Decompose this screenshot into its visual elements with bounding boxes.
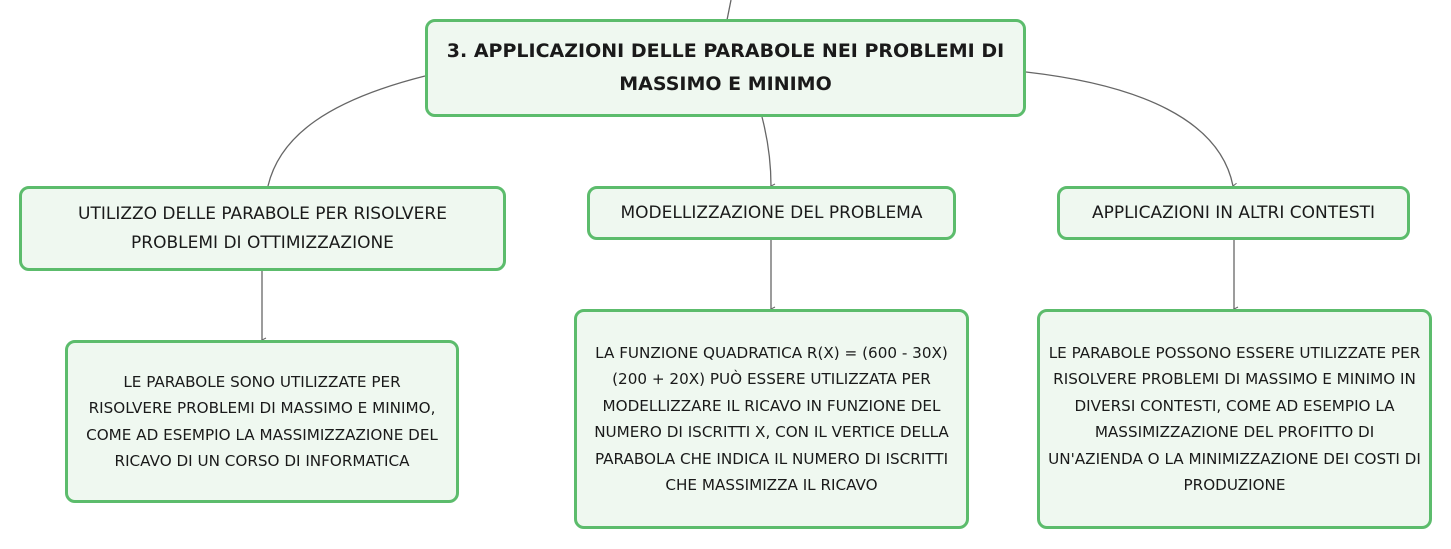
connector-incoming-top — [727, 0, 731, 20]
branch-optimization-label: UTILIZZO DELLE PARABOLE PER RISOLVERE PROBLEMI DI OTTIMIZZAZIONE — [78, 203, 447, 253]
connector-root-to-branch-1 — [268, 76, 425, 186]
detail-modeling-text: LA FUNZIONE QUADRATICA R(X) = (600 - 30X) (200 + 20X) PUÒ ESSERE UTILIZZATA PER MODELLIZZARE IL RICAVO IN FUNZIONE DEL NUMERO DI ISCRITTI X, CON IL VERTICE DELLA PARABOLA CHE INDICA IL NUMERO DI ISCRITTI CHE MASSIMIZZA IL RICAVO — [594, 343, 949, 494]
detail-other-contexts-text: LE PARABOLE POSSONO ESSERE UTILIZZATE PER RISOLVERE PROBLEMI DI MASSIMO E MINIMO IN DIVERSI CONTESTI, COME AD ESEMPIO LA MASSIMIZZAZIONE DEL PROFITTO DI UN'AZIENDA O LA MINIMIZZAZIONE DEI COSTI DI PRODUZIONE — [1048, 343, 1421, 494]
branch-optimization-node[interactable] — [19, 186, 506, 271]
connector-root-to-branch-2 — [762, 117, 771, 186]
root-topic-label: 3. APPLICAZIONI DELLE PARABOLE NEI PROBLEMI DI MASSIMO E MINIMO — [446, 40, 1005, 95]
detail-optimization-text: LE PARABOLE SONO UTILIZZATE PER RISOLVERE PROBLEMI DI MASSIMO E MINIMO, COME AD ESEMPIO LA MASSIMIZZAZIONE DEL RICAVO DI UN CORSO DI INFORMATICA — [86, 372, 438, 470]
root-topic-node[interactable] — [425, 19, 1026, 117]
branch-modeling-label: MODELLIZZAZIONE DEL PROBLEMA — [620, 202, 923, 223]
branch-modeling-node[interactable] — [587, 186, 956, 240]
branch-other-contexts-node[interactable] — [1057, 186, 1410, 240]
detail-modeling-node[interactable] — [574, 309, 969, 529]
branch-other-contexts-label: APPLICAZIONI IN ALTRI CONTESTI — [1091, 202, 1376, 223]
detail-optimization-node[interactable] — [65, 340, 459, 503]
connector-root-to-branch-3 — [1026, 72, 1233, 186]
detail-other-contexts-node[interactable] — [1037, 309, 1432, 529]
